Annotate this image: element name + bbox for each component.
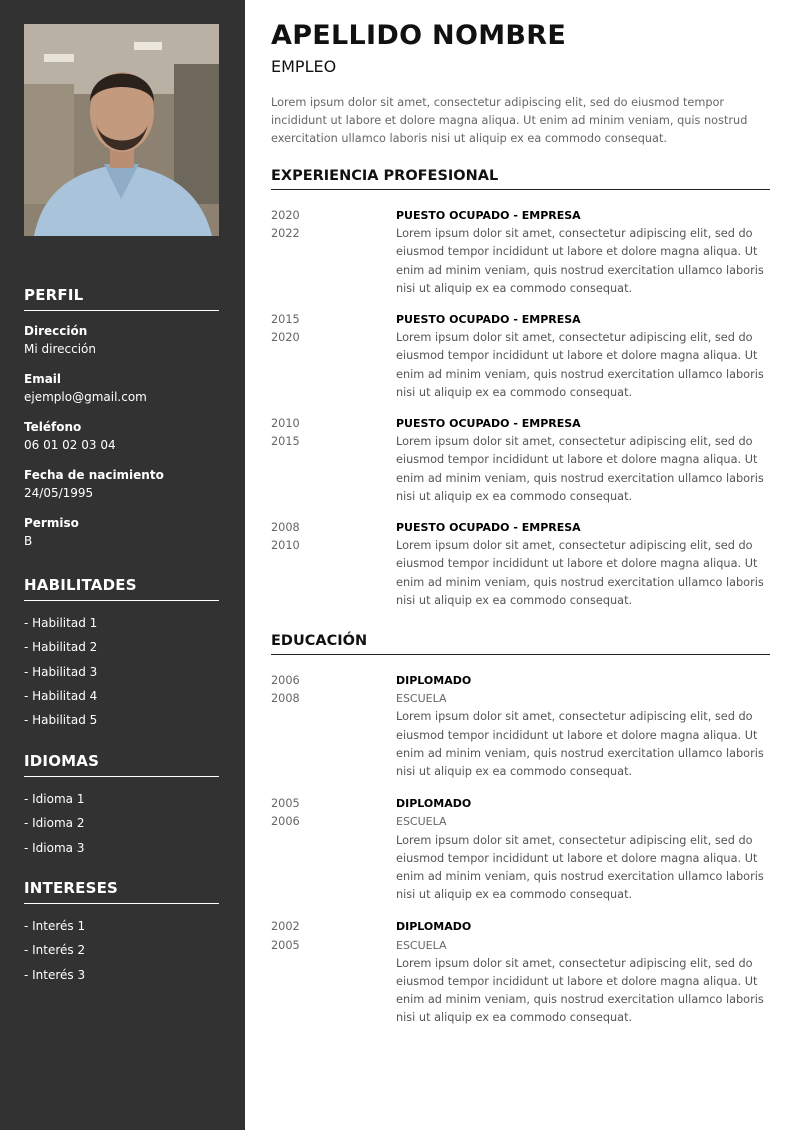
full-name: APELLIDO NOMBRE xyxy=(271,20,567,51)
entry-end-year: 2008 xyxy=(271,692,300,706)
experience-entry xyxy=(271,519,770,610)
education-entry xyxy=(271,672,770,781)
entry-details xyxy=(396,795,770,904)
entry-years xyxy=(271,207,396,298)
skills-section xyxy=(24,576,219,732)
entry-start-year: 2015 xyxy=(271,313,300,327)
skills-list xyxy=(24,611,219,732)
license-label: Permiso xyxy=(24,516,79,530)
entry-start-year: 2005 xyxy=(271,797,300,811)
experience-entry xyxy=(271,311,770,402)
experience-title: EXPERIENCIA PROFESIONAL xyxy=(271,168,770,190)
entry-end-year: 2005 xyxy=(271,938,300,952)
entry-details xyxy=(396,415,770,506)
entry-description: Lorem ipsum dolor sit amet, consectetur adipiscing elit, sed do eiusmod tempor incididunt ut labore et dolore magna aliqua. Ut enim ad minim veniam, quis nostrud exercitation ullamco laboris nisi ut aliquip ex ea commodo consequat. xyxy=(396,710,764,779)
entry-start-year: 2008 xyxy=(271,521,300,535)
entry-title: PUESTO OCUPADO - EMPRESA xyxy=(396,521,581,535)
entry-years xyxy=(271,311,396,402)
entry-school: ESCUELA xyxy=(396,938,447,952)
profile-title: PERFIL xyxy=(24,286,219,311)
entry-description: Lorem ipsum dolor sit amet, consectetur adipiscing elit, sed do eiusmod tempor incididunt ut labore et dolore magna aliqua. Ut enim ad minim veniam, quis nostrud exercitation ullamco laboris nisi ut aliquip ex ea commodo consequat. xyxy=(396,539,764,607)
language-item: - Idioma 3 xyxy=(24,840,85,855)
entry-school: ESCUELA xyxy=(396,692,447,706)
entry-years xyxy=(271,795,396,904)
entry-years xyxy=(271,918,396,1027)
entry-title: PUESTO OCUPADO - EMPRESA xyxy=(396,417,581,431)
entry-end-year: 2022 xyxy=(271,227,300,241)
languages-section xyxy=(24,752,219,860)
entry-title: DIPLOMADO xyxy=(396,797,472,811)
entry-end-year: 2015 xyxy=(271,435,300,449)
entry-end-year: 2020 xyxy=(271,331,300,345)
entry-start-year: 2010 xyxy=(271,417,300,431)
entry-start-year: 2020 xyxy=(271,209,300,222)
entry-end-year: 2006 xyxy=(271,815,300,829)
education-list xyxy=(271,672,770,1028)
experience-list xyxy=(271,207,770,610)
education-entry xyxy=(271,918,770,1027)
entry-title: PUESTO OCUPADO - EMPRESA xyxy=(396,209,581,222)
profile-section xyxy=(24,286,219,551)
entry-start-year: 2002 xyxy=(271,920,300,934)
entry-details xyxy=(396,918,770,1027)
skill-item: - Habilitad 4 xyxy=(24,688,98,703)
languages-list xyxy=(24,787,219,860)
skill-item: - Habilitad 3 xyxy=(24,664,98,679)
entry-details xyxy=(396,311,770,402)
address-value: Mi dirección xyxy=(24,342,96,356)
skill-item: - Habilitad 2 xyxy=(24,640,98,655)
job-title: EMPLEO xyxy=(271,57,337,76)
interests-list xyxy=(24,914,219,987)
entry-description: Lorem ipsum dolor sit amet, consectetur adipiscing elit, sed do eiusmod tempor incididunt ut labore et dolore magna aliqua. Ut enim ad minim veniam, quis nostrud exercitation ullamco laboris nisi ut aliquip ex ea commodo consequat. xyxy=(396,956,764,1025)
education-entry xyxy=(271,795,770,904)
address-label: Dirección xyxy=(24,324,88,338)
phone-label: Teléfono xyxy=(24,420,82,434)
languages-title: IDIOMAS xyxy=(24,752,219,777)
entry-description: Lorem ipsum dolor sit amet, consectetur adipiscing elit, sed do eiusmod tempor incididunt ut labore et dolore magna aliqua. Ut enim ad minim veniam, quis nostrud exercitation ullamco laboris nisi ut aliquip ex ea commodo consequat. xyxy=(396,435,764,503)
education-title: EDUCACIÓN xyxy=(271,633,770,655)
intro-text: Lorem ipsum dolor sit amet, consectetur adipiscing elit, sed do eiusmod tempor incididunt ut labore et dolore magna aliqua. Ut enim ad minim veniam, quis nostrud exercitation ullamco laboris nisi ut aliquip ex ea commodo consequat. xyxy=(271,96,748,145)
interest-item: - Interés 2 xyxy=(24,943,86,958)
entry-description: Lorem ipsum dolor sit amet, consectetur adipiscing elit, sed do eiusmod tempor incididunt ut labore et dolore magna aliqua. Ut enim ad minim veniam, quis nostrud exercitation ullamco laboris nisi ut aliquip ex ea commodo consequat. xyxy=(396,833,764,902)
entry-start-year: 2006 xyxy=(271,674,300,687)
skill-item: - Habilitad 1 xyxy=(24,616,98,630)
entry-end-year: 2010 xyxy=(271,539,300,553)
phone-value: 06 01 02 03 04 xyxy=(24,438,116,452)
interests-section xyxy=(24,879,219,987)
interest-item: - Interés 1 xyxy=(24,919,86,933)
experience-entry xyxy=(271,415,770,506)
interest-item: - Interés 3 xyxy=(24,967,86,982)
language-item: - Idioma 1 xyxy=(24,792,85,806)
email-label: Email xyxy=(24,372,62,386)
sidebar xyxy=(0,0,245,1130)
email-value: ejemplo@gmail.com xyxy=(24,390,147,404)
skills-title: HABILITADES xyxy=(24,576,219,601)
experience-entry xyxy=(271,207,770,298)
entry-school: ESCUELA xyxy=(396,815,447,829)
license-value: B xyxy=(24,534,33,548)
entry-description: Lorem ipsum dolor sit amet, consectetur adipiscing elit, sed do eiusmod tempor incididunt ut labore et dolore magna aliqua. Ut enim ad minim veniam, quis nostrud exercitation ullamco laboris nisi ut aliquip ex ea commodo consequat. xyxy=(396,227,764,295)
profile-photo-image xyxy=(24,24,219,236)
entry-years xyxy=(271,672,396,781)
birthdate-value: 24/05/1995 xyxy=(24,486,94,500)
language-item: - Idioma 2 xyxy=(24,816,85,831)
entry-title: DIPLOMADO xyxy=(396,674,472,687)
entry-years xyxy=(271,415,396,506)
entry-details xyxy=(396,519,770,610)
skill-item: - Habilitad 5 xyxy=(24,713,98,728)
entry-title: PUESTO OCUPADO - EMPRESA xyxy=(396,313,581,327)
entry-title: DIPLOMADO xyxy=(396,920,472,934)
interests-title: INTERESES xyxy=(24,879,219,904)
birthdate-label: Fecha de nacimiento xyxy=(24,468,164,482)
entry-description: Lorem ipsum dolor sit amet, consectetur adipiscing elit, sed do eiusmod tempor incididunt ut labore et dolore magna aliqua. Ut enim ad minim veniam, quis nostrud exercitation ullamco laboris nisi ut aliquip ex ea commodo consequat. xyxy=(396,331,764,399)
profile-photo xyxy=(24,24,219,236)
entry-details xyxy=(396,672,770,781)
entry-years xyxy=(271,519,396,610)
entry-details xyxy=(396,207,770,298)
